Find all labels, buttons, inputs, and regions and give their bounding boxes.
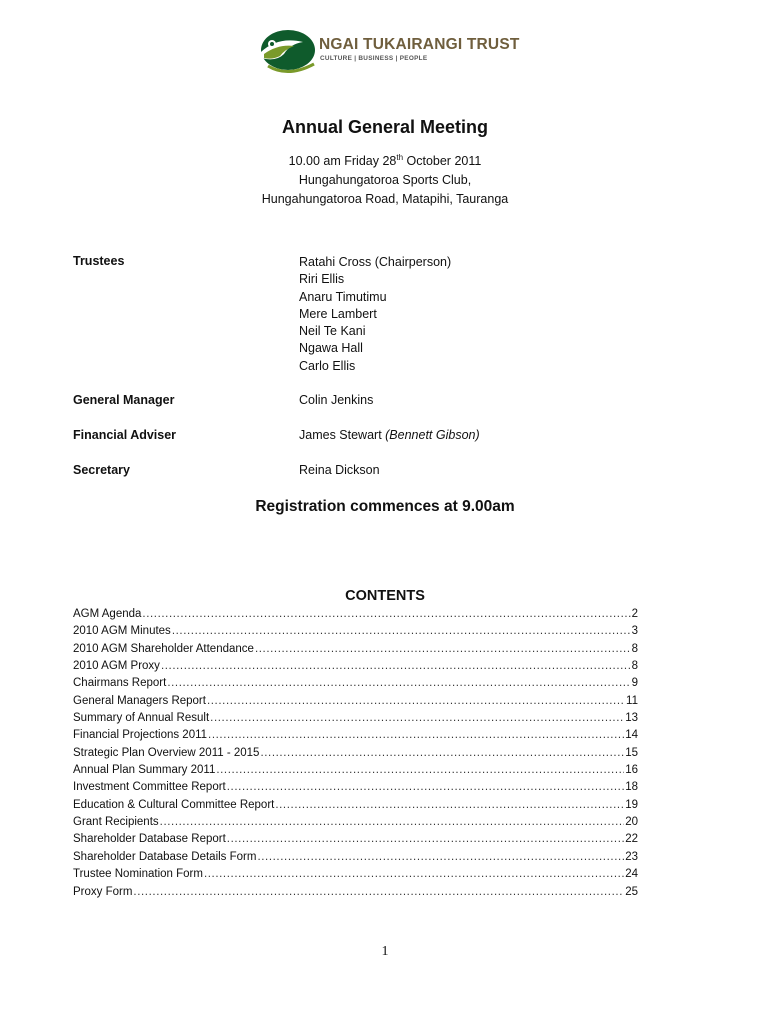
general-manager-name: Colin Jenkins xyxy=(299,393,374,407)
toc-entry-title: Strategic Plan Overview 2011 - 2015 xyxy=(73,746,260,759)
toc-entry-page: 8 xyxy=(631,660,638,673)
meeting-time-sup: th xyxy=(396,152,404,162)
toc-entry-page: 18 xyxy=(625,781,638,794)
toc-entry-title: Proxy Form xyxy=(73,885,133,898)
toc-entry-title: Shareholder Database Report xyxy=(73,833,226,846)
toc-dot-leader xyxy=(207,693,625,710)
toc-entry-title: Annual Plan Summary 2011 xyxy=(73,764,216,777)
toc-entry-page: 2 xyxy=(631,608,638,620)
toc-entry-title: Shareholder Database Details Form xyxy=(73,850,257,863)
trust-logo xyxy=(258,28,528,78)
toc-entry[interactable] xyxy=(73,884,638,901)
table-of-contents xyxy=(73,606,638,901)
toc-dot-leader xyxy=(172,623,631,640)
toc-entry[interactable] xyxy=(73,710,638,727)
toc-entry-title: 2010 AGM Minutes xyxy=(73,625,171,638)
financial-adviser-name xyxy=(299,427,480,444)
toc-entry[interactable] xyxy=(73,641,638,658)
toc-dot-leader xyxy=(204,866,624,883)
financial-adviser-firm: (Bennett Gibson) xyxy=(385,428,480,442)
toc-entry[interactable] xyxy=(73,866,638,883)
toc-entry-page: 19 xyxy=(625,798,638,811)
trust-emblem-icon xyxy=(258,28,316,78)
toc-entry-page: 15 xyxy=(625,746,638,759)
trustee-name: Riri Ellis xyxy=(299,272,345,287)
toc-dot-leader xyxy=(255,641,631,658)
toc-dot-leader xyxy=(142,606,630,623)
meeting-time-prefix: 10.00 am Friday 28 xyxy=(288,154,397,168)
meeting-time-suffix: October 2011 xyxy=(403,154,482,168)
toc-dot-leader xyxy=(208,727,624,744)
toc-entry[interactable] xyxy=(73,779,638,796)
logo-title: NGAI TUKAIRANGI TRUST xyxy=(319,36,520,53)
trustees-label: Trustees xyxy=(73,254,125,268)
secretary-label: Secretary xyxy=(73,463,130,477)
toc-entry-page: 16 xyxy=(625,764,638,777)
page-number: 1 xyxy=(381,944,389,959)
toc-entry-page: 20 xyxy=(625,816,638,829)
meeting-time xyxy=(0,154,770,168)
toc-dot-leader xyxy=(160,814,625,831)
toc-dot-leader xyxy=(216,762,624,779)
toc-dot-leader xyxy=(210,710,624,727)
toc-entry[interactable] xyxy=(73,658,638,675)
toc-entry-title: Education & Cultural Committee Report xyxy=(73,798,275,811)
logo-subtitle: CULTURE | BUSINESS | PEOPLE xyxy=(320,55,428,62)
toc-entry[interactable] xyxy=(73,693,638,710)
toc-entry-title: Grant Recipients xyxy=(73,816,159,829)
meeting-title: Annual General Meeting xyxy=(281,117,489,137)
meeting-venue: Hungahungatoroa Sports Club, xyxy=(298,173,472,187)
toc-entry-page: 14 xyxy=(625,729,638,742)
toc-entry-title: Investment Committee Report xyxy=(73,781,226,794)
registration-notice: Registration commences at 9.00am xyxy=(255,498,515,515)
toc-entry-title: General Managers Report xyxy=(73,694,206,707)
trustee-name: Carlo Ellis xyxy=(299,358,356,373)
toc-entry-title: AGM Agenda xyxy=(73,608,142,620)
toc-entry[interactable] xyxy=(73,606,638,623)
toc-entry[interactable] xyxy=(73,745,638,762)
trustee-name: Ratahi Cross (Chairperson) xyxy=(299,255,452,269)
trustees-list xyxy=(299,254,451,375)
toc-entry[interactable] xyxy=(73,831,638,848)
toc-entry-page: 25 xyxy=(625,885,638,898)
toc-entry[interactable] xyxy=(73,727,638,744)
toc-entry-page: 22 xyxy=(625,833,638,846)
toc-entry[interactable] xyxy=(73,849,638,866)
contents-heading: CONTENTS xyxy=(345,588,425,604)
toc-entry[interactable] xyxy=(73,814,638,831)
toc-dot-leader xyxy=(275,797,624,814)
toc-dot-leader xyxy=(167,675,630,692)
toc-dot-leader xyxy=(227,779,624,796)
toc-entry-page: 9 xyxy=(631,677,638,690)
toc-dot-leader xyxy=(227,831,624,848)
toc-dot-leader xyxy=(161,658,631,675)
toc-entry[interactable] xyxy=(73,623,638,640)
toc-entry-title: Financial Projections 2011 xyxy=(73,729,208,742)
financial-adviser-person: James Stewart xyxy=(299,428,386,442)
trustee-name: Ngawa Hall xyxy=(299,341,363,356)
toc-dot-leader xyxy=(260,745,624,762)
toc-entry-page: 11 xyxy=(626,694,638,707)
trustee-name: Anaru Timutimu xyxy=(299,289,387,304)
secretary-name: Reina Dickson xyxy=(299,463,380,477)
trustee-name: Mere Lambert xyxy=(299,306,377,321)
toc-dot-leader xyxy=(257,849,624,866)
toc-entry[interactable] xyxy=(73,762,638,779)
trustee-name: Neil Te Kani xyxy=(299,324,366,339)
toc-entry-title: Summary of Annual Result xyxy=(73,712,210,725)
toc-entry-title: Chairmans Report xyxy=(73,677,167,690)
toc-entry[interactable] xyxy=(73,675,638,692)
toc-entry-page: 8 xyxy=(631,642,638,655)
toc-entry[interactable] xyxy=(73,797,638,814)
financial-adviser-label: Financial Adviser xyxy=(73,428,177,442)
toc-entry-title: Trustee Nomination Form xyxy=(73,868,203,881)
toc-entry-page: 23 xyxy=(625,850,638,863)
general-manager-label: General Manager xyxy=(73,393,175,407)
toc-entry-page: 24 xyxy=(625,868,638,881)
meeting-address: Hungahungatoroa Road, Matapihi, Tauranga xyxy=(261,192,509,206)
toc-dot-leader xyxy=(133,884,624,901)
toc-entry-page: 3 xyxy=(631,625,638,638)
toc-entry-title: 2010 AGM Shareholder Attendance xyxy=(73,642,254,655)
toc-entry-title: 2010 AGM Proxy xyxy=(73,660,160,673)
toc-entry-page: 13 xyxy=(625,712,638,725)
